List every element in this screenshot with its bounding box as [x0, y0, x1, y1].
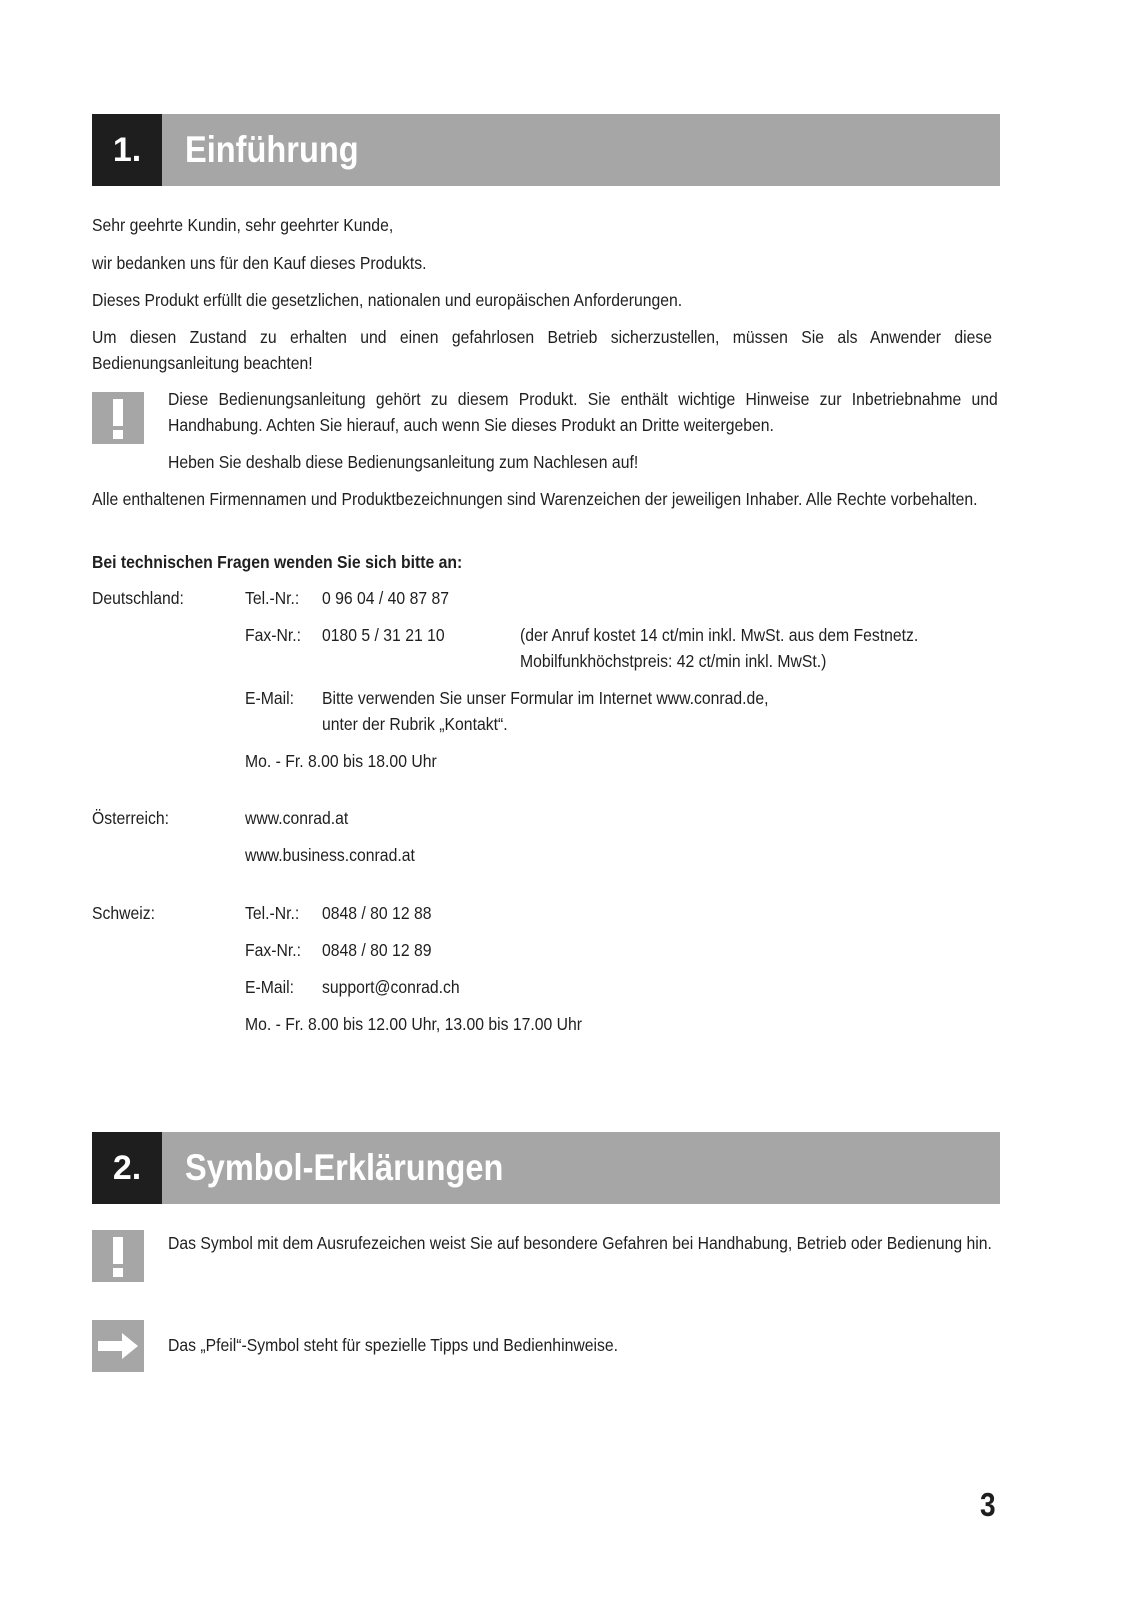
germany-email-value-1: Bitte verwenden Sie unser Formular im Internet www.conrad.de,: [322, 688, 769, 708]
switzerland-fax-label: Fax-Nr.:: [245, 940, 302, 960]
germany-email-label: E-Mail:: [245, 688, 295, 708]
switzerland-email-value: support@conrad.ch: [322, 977, 460, 997]
exclamation-icon: [92, 1230, 144, 1282]
note-keep-manual: Heben Sie deshalb diese Bedienungsanleitung zum Nachlesen auf!: [168, 452, 639, 472]
austria-web-2: www.business.conrad.at: [245, 845, 415, 865]
page-number: 3: [980, 1486, 996, 1523]
germany-fax-label: Fax-Nr.:: [245, 625, 302, 645]
safety-paragraph: Um diesen Zustand zu erhalten und einen gefahrlosen Betrieb sicherzustellen, müssen Sie als Anwender diese Bedienungsanleitung beachten!: [92, 327, 992, 373]
country-switzerland: Schweiz:: [92, 903, 156, 923]
section-2-title: Symbol-Erklärungen: [185, 1147, 504, 1188]
switzerland-tel-value: 0848 / 80 12 88: [322, 903, 432, 923]
section-1-header: [92, 114, 1000, 186]
greeting: Sehr geehrte Kundin, sehr geehrter Kunde,: [92, 215, 394, 235]
thanks-line: wir bedanken uns für den Kauf dieses Produkts.: [92, 253, 427, 273]
arrow-right-icon: [92, 1320, 144, 1372]
germany-tel-label: Tel.-Nr.:: [245, 588, 300, 608]
section-2-header: [92, 1132, 1000, 1204]
compliance-line: Dieses Produkt erfüllt die gesetzlichen, nationalen und europäischen Anforderungen.: [92, 290, 683, 310]
section-1-title: Einführung: [185, 129, 359, 170]
trademark-paragraph: Alle enthaltenen Firmennamen und Produktbezeichnungen sind Warenzeichen der jeweiligen Inhaber. Alle Rechte vorbehalten.: [92, 489, 978, 509]
country-germany: Deutschland:: [92, 588, 184, 608]
germany-fax-value: 0180 5 / 31 21 10: [322, 625, 445, 645]
germany-email-value-2: unter der Rubrik „Kontakt“.: [322, 714, 508, 734]
contact-heading: Bei technischen Fragen wenden Sie sich bitte an:: [92, 552, 463, 572]
arrow-explanation: Das „Pfeil“-Symbol steht für spezielle Tipps und Bedienhinweise.: [168, 1335, 618, 1355]
switzerland-email-label: E-Mail:: [245, 977, 295, 997]
germany-fax-note-1: (der Anruf kostet 14 ct/min inkl. MwSt. aus dem Festnetz.: [520, 625, 919, 645]
section-1-number: 1.: [92, 114, 162, 186]
germany-fax-note-2: Mobilfunkhöchstpreis: 42 ct/min inkl. MwSt.): [520, 651, 827, 671]
austria-web-1: www.conrad.at: [245, 808, 349, 828]
section-2-number: 2.: [92, 1132, 162, 1204]
switzerland-tel-label: Tel.-Nr.:: [245, 903, 300, 923]
switzerland-hours: Mo. - Fr. 8.00 bis 12.00 Uhr, 13.00 bis 17.00 Uhr: [245, 1014, 583, 1034]
germany-hours: Mo. - Fr. 8.00 bis 18.00 Uhr: [245, 751, 437, 771]
exclamation-icon: [92, 392, 144, 444]
note-paragraph: Diese Bedienungsanleitung gehört zu diesem Produkt. Sie enthält wichtige Hinweise zur Inbetriebnahme und Handhabung. Achten Sie hierauf, auch wenn Sie dieses Produkt an Dritte weitergeben.: [168, 389, 998, 435]
germany-tel-value: 0 96 04 / 40 87 87: [322, 588, 449, 608]
exclamation-explanation: Das Symbol mit dem Ausrufezeichen weist Sie auf besondere Gefahren bei Handhabung, Betrieb oder Bedienung hin.: [168, 1233, 992, 1253]
switzerland-fax-value: 0848 / 80 12 89: [322, 940, 432, 960]
country-austria: Österreich:: [92, 808, 170, 828]
